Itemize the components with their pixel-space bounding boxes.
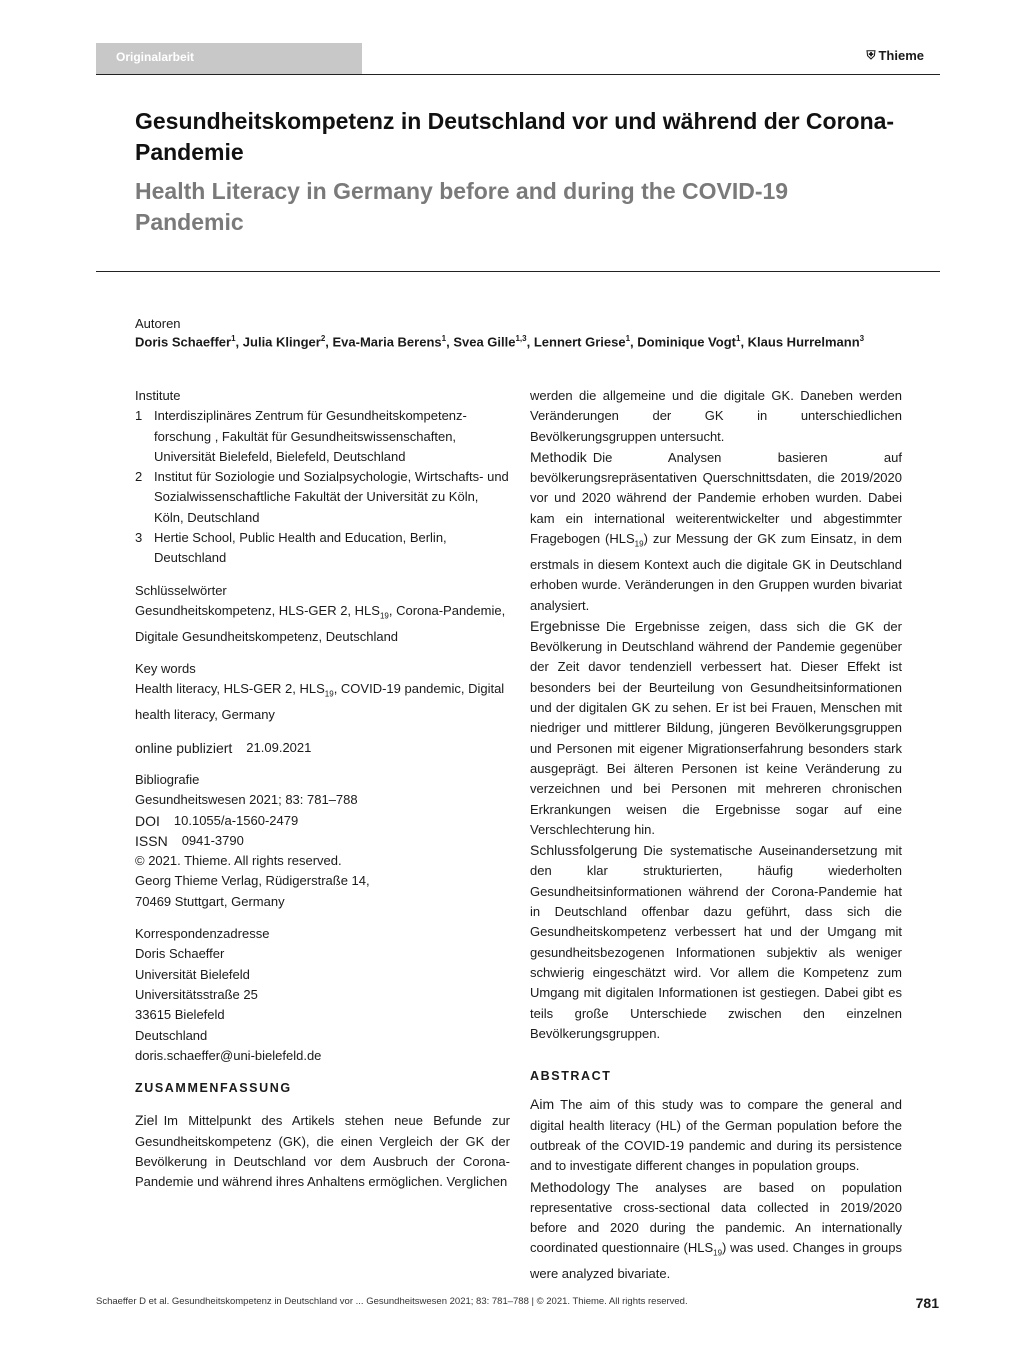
online-published bbox=[135, 738, 510, 758]
author-affiliation: 1 bbox=[735, 334, 741, 343]
author-name: Eva-Maria Berens bbox=[332, 334, 442, 350]
korrespondenz-line: Doris Schaeffer bbox=[135, 946, 225, 962]
aim-label: Aim bbox=[530, 1096, 555, 1113]
ergebnisse-text: Die Ergebnisse zeigen, dass sich die GK der Bevölkerung in Deutschland während der Pandemie gegenüber der Zeit davor tendenziell verbessert hat. Dieser Effekt ist besonders bei der Beurteilung von Gesundheitsinformationen und der digitalen GK zu sehen. Er ist bei Frauen, Menschen mit niedriger und mittlerer Bildung, jüngeren Bevölkerungsgruppen und Personen mit eigener Migrationserfahrung besonders stark ausgeprägt. Bei älteren Personen ist keine Veränderung zu verzeichnen und bei Personen mit mehreren chronischen Erkrankungen weisen die Ergebnisse sogar auf eine Verschlechterung hin. bbox=[530, 618, 902, 837]
online-label: online publiziert bbox=[135, 739, 233, 756]
korrespondenz-line: Universitätsstraße 25 bbox=[135, 986, 258, 1002]
schluss-label: Schlussfolgerung bbox=[530, 842, 638, 859]
korrespondenz-line: 33615 Bielefeld bbox=[135, 1007, 225, 1023]
methodik-paragraph: Methodik Die Analysen basieren auf bevölkerungsrepräsentativen Querschnittsdaten, die 2019/2020 vor und 2020 während der Pandemie erhoben wurden. Dabei kam ein international weiterentwickelter und abgestimmter Fragebogen $(HLS_{19})$ zur Messung der GK zum Einsatz, in dem erstmals in diesem Kontext auch die digitale GK in Deutschland erhoben wurde. Veränderungen in den Gruppen wurden bivariat analysiert. bbox=[530, 448, 903, 613]
institute-number: 2 bbox=[135, 469, 143, 485]
author-affiliation: 1 bbox=[625, 334, 631, 343]
publisher-address: Georg Thieme Verlag, Rüdigerstraße 14, bbox=[135, 873, 370, 889]
schluesselwoerter-text: Gesundheitskompetenz, HLS-GER 2, $HLS_{19}$, Corona-Pandemie, Digitale Gesundheitskompetenz, Deutschland bbox=[135, 602, 506, 644]
keywords-text: Health literacy, HLS-GER 2, $HLS_{19}$, COVID-19 pandemic, Digital health literacy, Germany bbox=[135, 681, 505, 723]
institute-text: Hertie School, Public Health and Education, Berlin, Deutschland bbox=[154, 530, 447, 566]
ziel-paragraph bbox=[135, 1110, 510, 1192]
left-column bbox=[135, 386, 510, 1193]
zusammenfassung-heading: ZUSAMMENFASSUNG bbox=[135, 1081, 292, 1096]
author-affiliation: 1,3 bbox=[515, 334, 527, 343]
schluss-paragraph bbox=[530, 840, 902, 1044]
author-name: Doris Schaeffer bbox=[135, 334, 232, 350]
authors-list: Doris Schaeffer$^1$, Julia Klinger$^2$, Eva-Maria Berens$^1$, Svea Gille$^{1,3}$, Lennert Griese$^1$, Dominique Vogt$^1$, Klaus Hurrelmann$^3$ bbox=[135, 334, 865, 350]
ergebnisse-label: Ergebnisse bbox=[530, 617, 601, 634]
ziel-text: Im Mittelpunkt des Artikels stehen neue Befunde zur Gesundheitskompetenz (GK), die einen Vergleich der GK der Bevölkerung in Deutschland vor dem Ausbruch der Corona-Pandemie und während ihres Anhaltens ermöglichen. Verglichen bbox=[135, 1113, 510, 1190]
bibliografie-label: Bibliografie bbox=[135, 771, 200, 787]
authors-label: Autoren bbox=[135, 316, 181, 331]
institutes-list bbox=[135, 406, 510, 568]
author-name: Svea Gille bbox=[453, 334, 516, 350]
methodology-paragraph: Methodology The analyses are based on population representative cross-sectional data collected in 2019/2020 before and 2020 during the pandemic. An internationally coordinated questionnaire $(HLS_{19})$ was used. Changes in groups were analyzed bivariate. bbox=[530, 1178, 902, 1282]
abstract-heading: ABSTRACT bbox=[530, 1069, 612, 1084]
author-affiliation: 3 bbox=[859, 334, 865, 343]
schluss-text: Die systematische Auseinandersetzung mit den klar strukturierten, häufig wiederholten Gesundheitsinformationen während der Corona-Pandemie hat in Deutschland offenbar dazu geführt, dass sich die Gesundheitskompetenz verbessert hat und der Umgang mit gesundheitsbezogenen Informationen subjektiv als weniger schwierig eingeschätzt wird. Vor allem die Kompetenz zum Umgang mit digitalen Informationen ist gestiegen. Dabei gibt es teils große Unterschiede zwischen den einzelnen Bevölkerungsgruppen. bbox=[530, 843, 902, 1041]
ergebnisse-paragraph bbox=[530, 616, 902, 840]
author-affiliation: 2 bbox=[320, 334, 326, 343]
ziel-continuation: werden die allgemeine und die digitale GK. Daneben werden Veränderungen der GK in unterschiedlichen Bevölkerungsgruppen untersucht. bbox=[530, 388, 902, 444]
institute-text: Institut für Soziologie und Sozialpsychologie, Wirtschafts- und Sozialwissenschaftliche Fakultät der Universität zu Köln, Köln, Deutschland bbox=[154, 469, 509, 525]
schluesselwoerter-label: Schlüsselwörter bbox=[135, 582, 227, 598]
page-number: 781 bbox=[915, 1295, 939, 1311]
issn-row bbox=[135, 831, 510, 851]
author-affiliation: 1 bbox=[441, 334, 447, 343]
title-english: Health Literacy in Germany before and during the COVID-19 Pandemic bbox=[135, 178, 789, 235]
institute-item bbox=[135, 467, 510, 528]
footer-citation: Schaeffer D et al. Gesundheitskompetenz in Deutschland vor ... Gesundheitswesen 2021; 83: 781–788 | © 2021. Thieme. All rights reserved. bbox=[96, 1296, 688, 1307]
author-name: Julia Klinger bbox=[242, 334, 321, 350]
title-german: Gesundheitskompetenz in Deutschland vor und während der Corona-Pandemie bbox=[135, 108, 895, 165]
ziel-label: Ziel bbox=[135, 1112, 158, 1129]
bibliografie-journal: Gesundheitswesen 2021; 83: 781–788 bbox=[135, 792, 358, 808]
institutes-label: Institute bbox=[135, 388, 181, 403]
institute-text: Interdisziplinäres Zentrum für Gesundheitskompetenzforschung , Fakultät für Gesundheitswissenschaften, Universität Bielefeld, Bielefeld, Deutschland bbox=[154, 408, 467, 464]
copyright-line: © 2021. Thieme. All rights reserved. bbox=[135, 853, 342, 869]
doi-row bbox=[135, 811, 510, 831]
korrespondenz-email[interactable]: doris.schaeffer@uni-bielefeld.de bbox=[135, 1047, 322, 1063]
section-tag: Originalarbeit bbox=[96, 43, 362, 74]
aim-paragraph bbox=[530, 1094, 902, 1176]
issn-value: 0941-3790 bbox=[181, 832, 244, 848]
korrespondenz-line: Universität Bielefeld bbox=[135, 966, 250, 982]
right-column bbox=[530, 386, 902, 1285]
author-name: Lennert Griese bbox=[533, 334, 626, 350]
aim-text: The aim of this study was to compare the general and digital health literacy (HL) of the German population before the outbreak of the COVID-19 pandemic and during its persistence and to investigate different changes in population groups. bbox=[530, 1097, 902, 1174]
thieme-shield-icon: ⛨ bbox=[866, 48, 876, 62]
publisher-logo bbox=[866, 48, 924, 63]
methodology-label: Methodology bbox=[530, 1178, 611, 1195]
institute-item bbox=[135, 406, 510, 467]
author-name: Dominique Vogt bbox=[637, 334, 736, 350]
korrespondenz-label: Korrespondenzadresse bbox=[135, 926, 270, 942]
online-date: 21.09.2021 bbox=[246, 739, 312, 755]
methodik-label: Methodik bbox=[530, 448, 587, 465]
institute-item bbox=[135, 528, 510, 569]
issn-label: ISSN bbox=[135, 832, 168, 849]
publisher-city: 70469 Stuttgart, Germany bbox=[135, 893, 285, 909]
title-rule bbox=[96, 271, 940, 272]
header-rule bbox=[96, 74, 940, 75]
institute-number: 1 bbox=[135, 408, 143, 424]
korrespondenz-line: Deutschland bbox=[135, 1027, 208, 1043]
keywords-label: Key words bbox=[135, 661, 196, 677]
doi-label: DOI bbox=[135, 812, 160, 829]
author-name: Klaus Hurrelmann bbox=[747, 334, 860, 350]
institute-number: 3 bbox=[135, 530, 143, 546]
author-affiliation: 1 bbox=[231, 334, 236, 343]
publisher-name: Thieme bbox=[878, 48, 924, 63]
doi-value[interactable]: 10.1055/a-1560-2479 bbox=[173, 812, 299, 828]
